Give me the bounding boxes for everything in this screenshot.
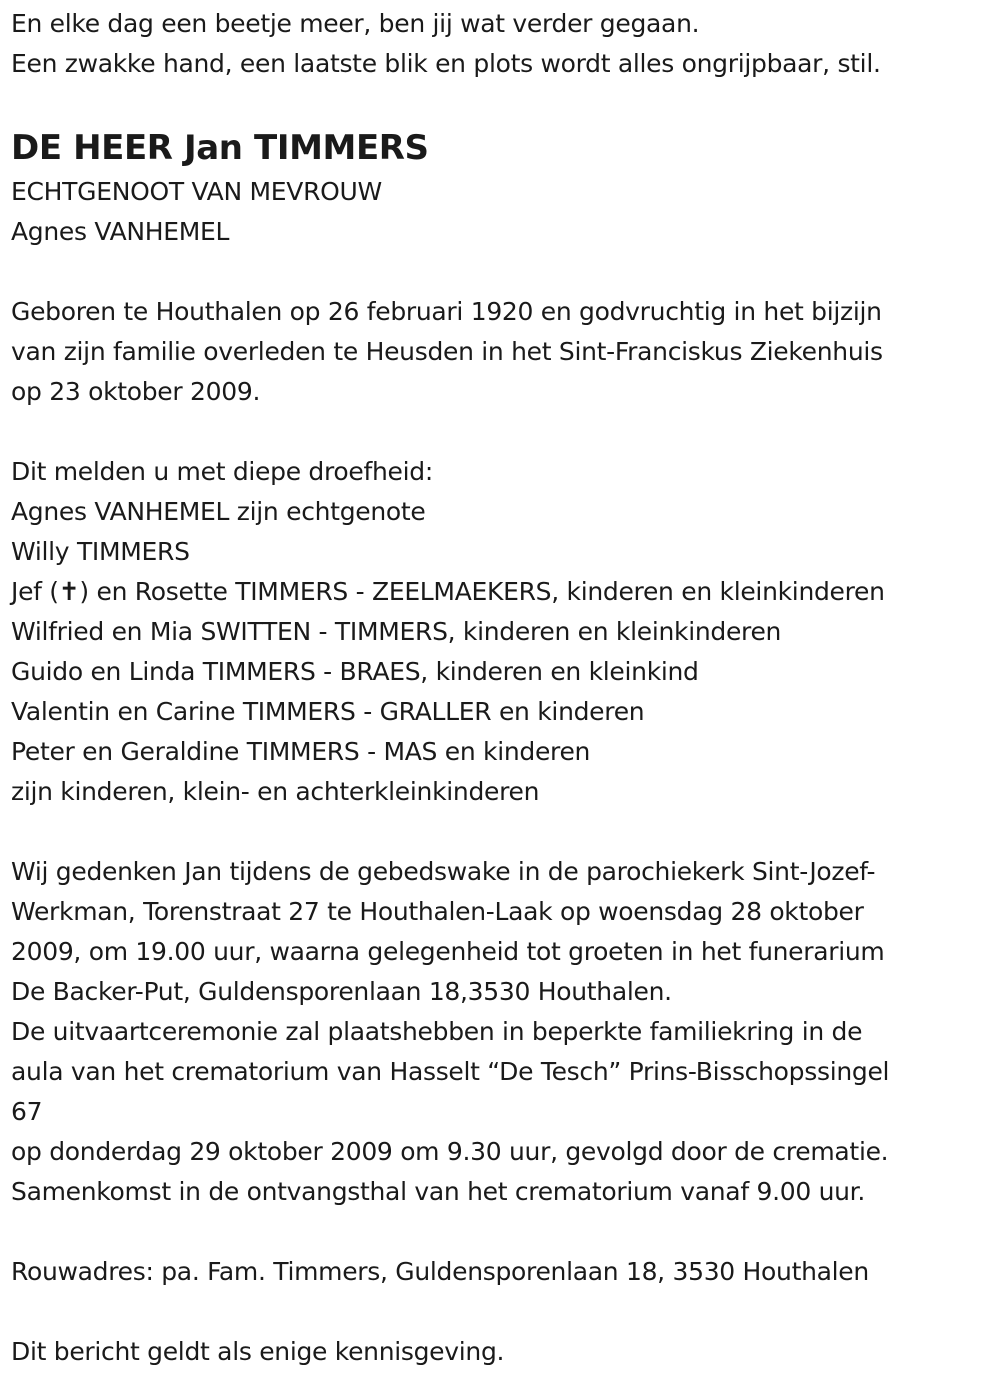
ceremony-line: Werkman, Torenstraat 27 te Houthalen-Laak op woensdag 28 oktober xyxy=(11,897,864,926)
family-member: Peter en Geraldine TIMMERS - MAS en kinderen xyxy=(11,737,591,766)
spacer xyxy=(11,1212,991,1252)
deceased-name: DE HEER Jan TIMMERS xyxy=(11,128,429,168)
ceremony-line: Wij gedenken Jan tijdens de gebedswake in de parochiekerk Sint-Jozef- xyxy=(11,857,876,886)
obituary-notice xyxy=(11,4,991,1372)
family-member: Jef (✝) en Rosette TIMMERS - ZEELMAEKERS, kinderen en kleinkinderen xyxy=(11,577,885,606)
spouse-name: Agnes VANHEMEL xyxy=(11,217,230,246)
ceremony-line: De uitvaartceremonie zal plaatshebben in beperkte familiekring in de xyxy=(11,1017,863,1046)
family-member: Willy TIMMERS xyxy=(11,537,190,566)
spacer xyxy=(11,812,991,852)
closing-note: Dit bericht geldt als enige kennisgeving. xyxy=(11,1337,505,1366)
announcement-intro: Dit melden u met diepe droefheid: xyxy=(11,457,433,486)
family-member: zijn kinderen, klein- en achterkleinkinderen xyxy=(11,777,540,806)
family-member: Guido en Linda TIMMERS - BRAES, kinderen en kleinkind xyxy=(11,657,699,686)
family-member: Agnes VANHEMEL zijn echtgenote xyxy=(11,497,426,526)
motto-line: Een zwakke hand, een laatste blik en plots wordt alles ongrijpbaar, stil. xyxy=(11,49,881,78)
relation-text: ECHTGENOOT VAN MEVROUW xyxy=(11,177,382,206)
spacer xyxy=(11,412,991,452)
ceremony-line: De Backer-Put, Guldensporenlaan 18,3530 Houthalen. xyxy=(11,977,672,1006)
ceremony-line: 2009, om 19.00 uur, waarna gelegenheid tot groeten in het funerarium xyxy=(11,937,885,966)
ceremony-line: op donderdag 29 oktober 2009 om 9.30 uur, gevolgd door de crematie. xyxy=(11,1137,889,1166)
ceremony-line: Samenkomst in de ontvangsthal van het crematorium vanaf 9.00 uur. xyxy=(11,1177,865,1206)
family-member: Wilfried en Mia SWITTEN - TIMMERS, kinderen en kleinkinderen xyxy=(11,617,782,646)
mourning-address: Rouwadres: pa. Fam. Timmers, Guldensporenlaan 18, 3530 Houthalen xyxy=(11,1257,869,1286)
spacer xyxy=(11,252,991,292)
family-member: Valentin en Carine TIMMERS - GRALLER en kinderen xyxy=(11,697,645,726)
spacer xyxy=(11,1292,991,1332)
birth-death-line: op 23 oktober 2009. xyxy=(11,377,261,406)
birth-death-line: Geboren te Houthalen op 26 februari 1920 en godvruchtig in het bijzijn xyxy=(11,297,882,326)
motto-line: En elke dag een beetje meer, ben jij wat verder gegaan. xyxy=(11,9,700,38)
birth-death-line: van zijn familie overleden te Heusden in het Sint-Franciskus Ziekenhuis xyxy=(11,337,883,366)
ceremony-line: aula van het crematorium van Hasselt “De Tesch” Prins-Bisschopssingel xyxy=(11,1057,890,1086)
ceremony-line: 67 xyxy=(11,1097,43,1126)
